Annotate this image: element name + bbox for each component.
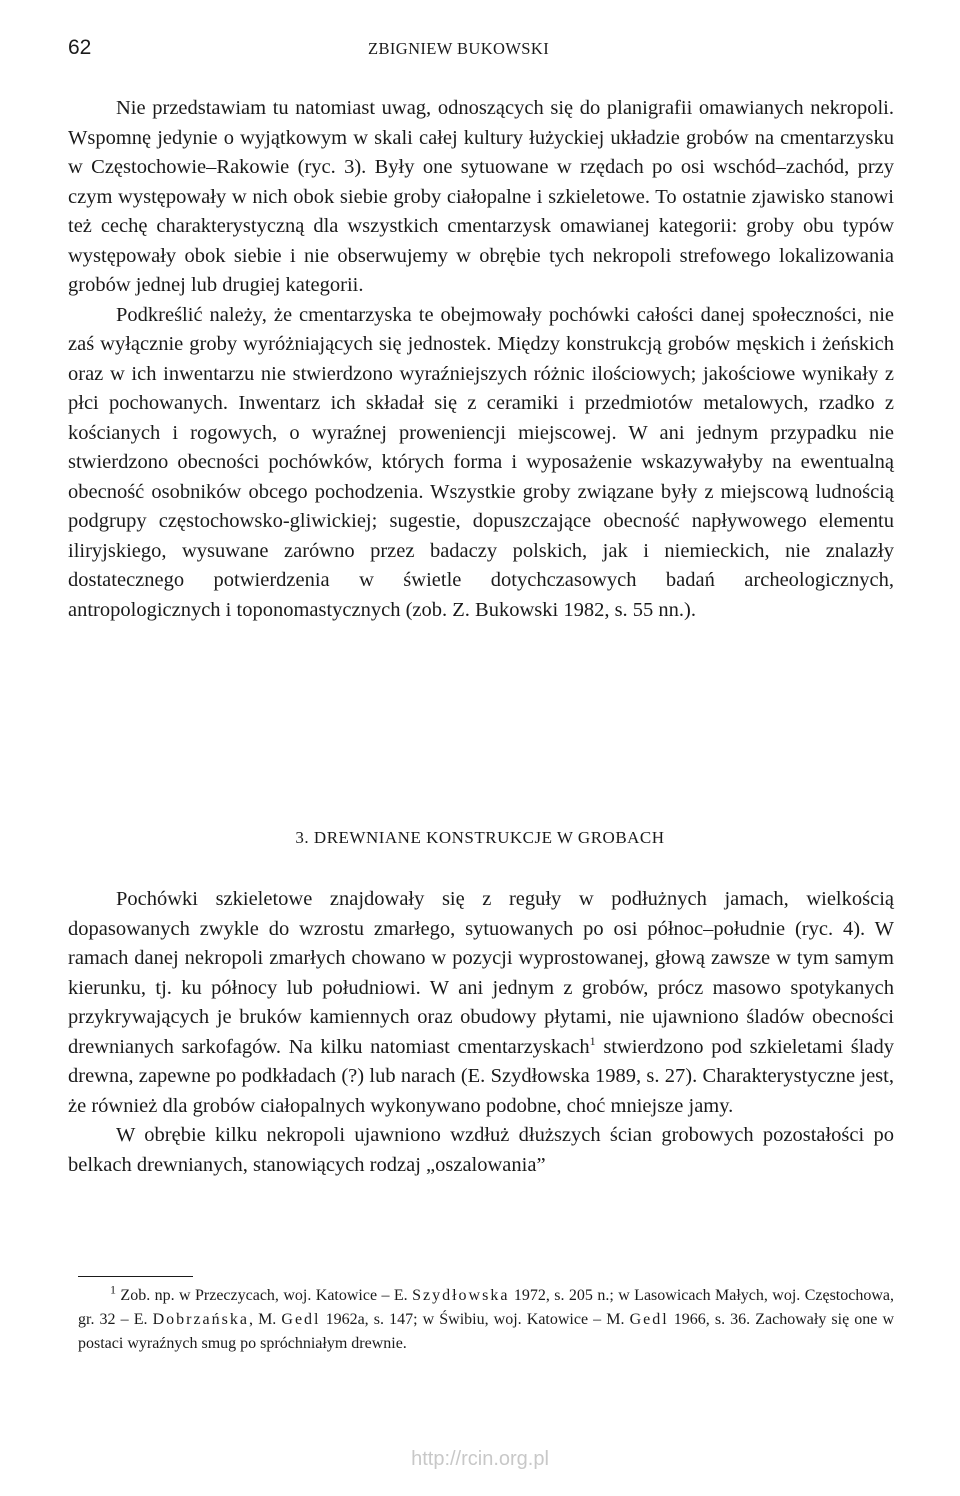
footnote-author: Szydłowska [412,1287,510,1304]
footnote-reference: 1 [589,1033,596,1048]
footnote-1 [78,1284,894,1356]
body-paragraph-1: Nie przedstawiam tu natomiast uwag, odnoszących się do planigrafii omawianych nekropoli. Wspomnę jedynie o wyjątkowym w skali całej kultury łużyckiej układzie grobów na cmentarzysku w Częstochowie–Rakowie (ryc. 3). Były one sytuowane w rzędach po osi wschód–zachód, przy czym występowały w nich obok siebie groby ciałopalne i szkieletowe. To ostatnie zjawisko stanowi też cechę charakterystyczną dla wszystkich cmentarzysk omawianej kategorii: groby obu typów występowały obok siebie i nie obserwujemy w obrębie tych nekropoli strefowego lokalizowania grobów jednej lub drugiej kategorii. [68,97,894,296]
footnote-text: 1962a, s. 147; w Świbiu, woj. Katowice – M. [320,1311,630,1328]
section-text [68,885,894,1180]
body-text [68,94,894,625]
footnote-author: Dobrzańska [152,1311,249,1328]
footnote-text: Zob. np. w Przeczycach, woj. Katowice – E. [116,1287,413,1304]
body-paragraph-2: Podkreślić należy, że cmentarzyska te obejmowały pochówki całości danej społeczności, nie zaś wyłącznie groby wyróżniających się jednostek. Między konstrukcją grobów męskich i żeńskich oraz w ich inwentarzu nie stwierdzono wyraźniejszych różnic ilościowych; jakościowe wynikały z płci pochowanych. Inwentarz ich składał się z ceramiki i przedmiotów metalowych, rzadko z kościanych i rogowych, o wyraźnej proweniencji miejscowej. W ani jednym przypadku nie stwierdzono obecności pochówków, których forma i wyposażenie wskazywałyby na ewentualną obecność osobników obcego pochodzenia. Wszystkie groby związane były z miejscową ludnością podgrupy częstochowsko-gliwickiej; sugestie, dopuszczające obecność napływowego elementu iliryjskiego, wysuwane zarówno przez badaczy polskich, jak i niemieckich, nie znalazły dostatecznego potwierdzenia w świetle dotychczasowych badań archeologicznych, antropologicznych i toponomastycznych (zob. Z. Bukowski 1982, s. 55 nn.). [68,303,894,621]
page-number: 62 [68,36,92,59]
section-paragraph-1-part-a: Pochówki szkieletowe znajdowały się z reguły w podłużnych jamach, wielkością dopasowanych zwykle do wzrostu zmarłego, sytuowanych po osi północ–południe (ryc. 4). W ramach danej nekropoli zmarłych chowano w pozycji wyprostowanej, głową zawsze w tym samym kierunku, tj. ku północy lub południowi. W ani jednym z grobów, prócz masowo spotykanych przykrywających je bruków kamiennych oraz obudowy płytami, nie ujawniono śladów obecności drewnianych sarkofagów. Na kilku natomiast cmentarzyskach [68,888,894,1058]
footnotes [78,1284,894,1356]
running-header [68,36,894,66]
section-paragraph-2: W obrębie kilku nekropoli ujawniono wzdłuż dłuższych ścian grobowych pozostałości po belkach drewnianych, stanowiących rodzaj „oszalowania” [68,1124,894,1176]
footnote-divider [78,1276,193,1277]
section-heading: 3. DREWNIANE KONSTRUKCJE W GROBACH [295,828,665,847]
section-paragraph-1-part-b: stwierdzono pod szkieletami ślady drewna, zapewne po podkładach (?) lub narach (E. Szydłowska 1989, s. 27). Charakterystyczne jest, że również dla grobów ciałopalnych wykonywano podobne, choć mniejsze jamy. [68,1035,894,1117]
footnote-author: Gedl [281,1311,321,1328]
footnote-number: 1 [110,1282,116,1297]
footnote-text: 1972, s. 205 n.; w Lasowicach Małych, woj. Częstochowa, gr. 32 – E. [78,1287,895,1328]
footnote-text: , M. [248,1311,282,1328]
section-paragraph-1 [68,885,894,1121]
running-head-author: ZBIGNIEW BUKOWSKI [368,39,550,58]
source-watermark: http://rcin.org.pl [411,1448,549,1470]
footnote-text: 1966, s. 36. Zachowały się one w postaci wyraźnych smug po spróchniałym drewnie. [78,1311,895,1352]
footnote-author: Gedl [629,1311,669,1328]
